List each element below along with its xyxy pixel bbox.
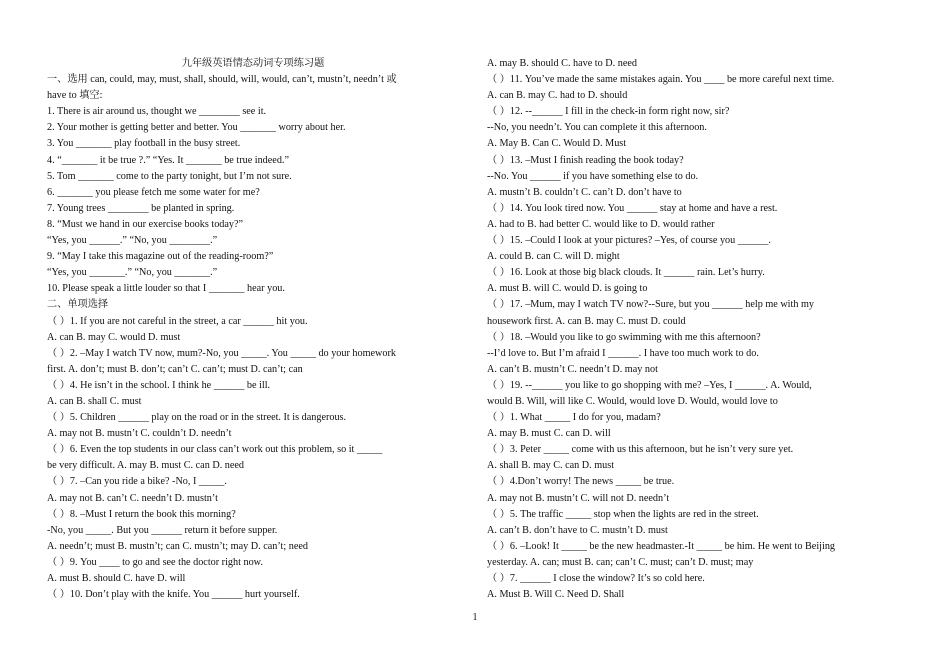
left-line: 二、单项选择 bbox=[47, 299, 109, 311]
right-line: A. may B. must C. can D. will bbox=[487, 428, 611, 440]
right-line: （ ）12. --______ I fill in the check-in form right now, sir? bbox=[487, 106, 730, 118]
right-line: （ ）4.Don’t worry! The news _____ be true. bbox=[487, 476, 675, 488]
right-line: （ ）15. –Could I look at your pictures? –Yes, of course you ______. bbox=[487, 235, 771, 247]
left-column bbox=[47, 56, 459, 603]
right-line: （ ）13. –Must I finish reading the book today? bbox=[487, 154, 684, 166]
left-line: A. may not B. can’t C. needn’t D. mustn’t bbox=[47, 492, 218, 504]
left-line: A. can B. may C. would D. must bbox=[47, 331, 181, 343]
right-line: A. May B. Can C. Would D. Must bbox=[487, 138, 627, 150]
right-line: A. may not B. mustn’t C. will not D. needn’t bbox=[487, 492, 670, 504]
left-line: （ ）4. He isn’t in the school. I think he ______ be ill. bbox=[47, 379, 271, 391]
left-line: （ ）8. –Must I return the book this morning? bbox=[47, 508, 236, 520]
page-title: 九年级英语情态动词专项练习题 bbox=[181, 58, 325, 69]
right-line: --No. You ______ if you have something else to do. bbox=[487, 170, 699, 182]
left-line: 一、选用 can, could, may, must, shall, should, will, would, can’t, mustn’t, needn’t 或 bbox=[47, 74, 397, 86]
right-line: A. may B. should C. have to D. need bbox=[487, 58, 637, 69]
left-line: A. needn’t; must B. mustn’t; can C. mustn’t; may D. can’t; need bbox=[47, 540, 308, 552]
left-line: first. A. don’t; must B. don’t; can’t C. can’t; must D. can’t; can bbox=[47, 363, 303, 375]
left-line: 4. “_______ it be true ?.” “Yes. It _______ be true indeed.” bbox=[47, 154, 289, 166]
right-line: （ ）6. –Look! It _____ be the new headmaster.-It _____ be him. He went to Beijing bbox=[487, 540, 836, 552]
right-line: （ ）11. You’ve made the same mistakes again. You ____ be more careful next time. bbox=[487, 74, 835, 86]
right-line: A. could B. can C. will D. might bbox=[487, 251, 620, 263]
right-line: （ ）18. –Would you like to go swimming with me this afternoon? bbox=[487, 331, 761, 343]
left-line: （ ）6. Even the top students in our class can’t work out this problem, so it _____ bbox=[47, 444, 383, 456]
left-line: （ ）5. Children ______ play on the road or in the street. It is dangerous. bbox=[47, 412, 347, 424]
right-line: （ ）17. –Mum, may I watch TV now?--Sure, but you ______ help me with my bbox=[487, 299, 814, 311]
right-line: （ ）7. ______ I close the window? It’s so cold here. bbox=[487, 573, 705, 584]
right-line: （ ）1. What _____ I do for you, madam? bbox=[487, 412, 661, 424]
left-line: 10. Please speak a little louder so that I _______ hear you. bbox=[47, 283, 285, 295]
left-line: A. must B. should C. have D. will bbox=[47, 573, 186, 584]
right-line: （ ）19. --______ you like to go shopping with me? –Yes, I ______. A. Would, bbox=[487, 379, 812, 391]
left-line: -No, you _____. But you ______ return it before supper. bbox=[47, 524, 278, 536]
right-line: A. can’t B. don’t have to C. mustn’t D. must bbox=[487, 524, 668, 536]
right-line: --I’d love to. But I’m afraid I ______. I have too much work to do. bbox=[487, 347, 759, 359]
page-number: 1 bbox=[472, 612, 478, 623]
right-line: （ ）3. Peter _____ come with us this afternoon, but he isn’t very sure yet. bbox=[487, 444, 794, 456]
left-line: “Yes, you _______.” “No, you _______.” bbox=[47, 267, 218, 279]
right-line: A. must B. will C. would D. is going to bbox=[487, 283, 648, 295]
right-line: A. Must B. Will C. Need D. Shall bbox=[487, 589, 625, 601]
right-line: would B. Will, will like C. Would, would love D. Would, would love to bbox=[487, 395, 778, 407]
left-line: 1. There is air around us, thought we ________ see it. bbox=[47, 106, 267, 118]
right-line: A. had to B. had better C. would like to D. would rather bbox=[487, 218, 715, 230]
right-line: A. can B. may C. had to D. should bbox=[487, 90, 628, 102]
left-line: “Yes, you ______.” “No, you ________.” bbox=[47, 235, 218, 247]
left-line: be very difficult. A. may B. must C. can D. need bbox=[47, 460, 245, 472]
right-line: A. can’t B. mustn’t C. needn’t D. may not bbox=[487, 363, 658, 375]
left-line: have to 填空: bbox=[47, 90, 103, 102]
left-line: 9. “May I take this magazine out of the reading-room?” bbox=[47, 251, 274, 263]
left-line: A. can B. shall C. must bbox=[47, 395, 142, 407]
left-line: 8. “Must we hand in our exercise books today?” bbox=[47, 218, 244, 230]
left-line: （ ）2. –May I watch TV now, mum?-No, you _____. You _____ do your homework bbox=[47, 347, 396, 359]
left-line: 3. You _______ play football in the busy street. bbox=[47, 138, 241, 150]
left-line: （ ）10. Don’t play with the knife. You ______ hurt yourself. bbox=[47, 589, 300, 601]
left-line: 2. Your mother is getting better and better. You _______ worry about her. bbox=[47, 122, 346, 134]
right-line: A. shall B. may C. can D. must bbox=[487, 460, 615, 472]
right-line: A. mustn’t B. couldn’t C. can’t D. don’t have to bbox=[487, 186, 682, 198]
right-line: （ ）14. You look tired now. You ______ stay at home and have a rest. bbox=[487, 202, 778, 214]
left-line: 7. Young trees ________ be planted in spring. bbox=[47, 202, 235, 214]
left-line: 5. Tom _______ come to the party tonight, but I’m not sure. bbox=[47, 170, 292, 182]
left-line: A. may not B. mustn’t C. couldn’t D. needn’t bbox=[47, 428, 232, 440]
right-line: （ ）16. Look at those big black clouds. It ______ rain. Let’s hurry. bbox=[487, 267, 765, 279]
left-line: （ ）1. If you are not careful in the street, a car ______ hit you. bbox=[47, 315, 308, 327]
right-line: （ ）5. The traffic _____ stop when the lights are red in the street. bbox=[487, 508, 759, 520]
right-line: housework first. A. can B. may C. must D. could bbox=[487, 315, 686, 327]
left-line: 6. _______ you please fetch me some water for me? bbox=[47, 186, 260, 198]
right-column bbox=[487, 56, 907, 603]
right-line: yesterday. A. can; must B. can; can’t C. must; can’t D. must; may bbox=[487, 556, 754, 568]
right-line: --No, you needn’t. You can complete it this afternoon. bbox=[487, 122, 707, 134]
left-line: （ ）9. You ____ to go and see the doctor right now. bbox=[47, 556, 263, 568]
left-line: （ ）7. –Can you ride a bike? -No, I _____. bbox=[47, 476, 227, 488]
